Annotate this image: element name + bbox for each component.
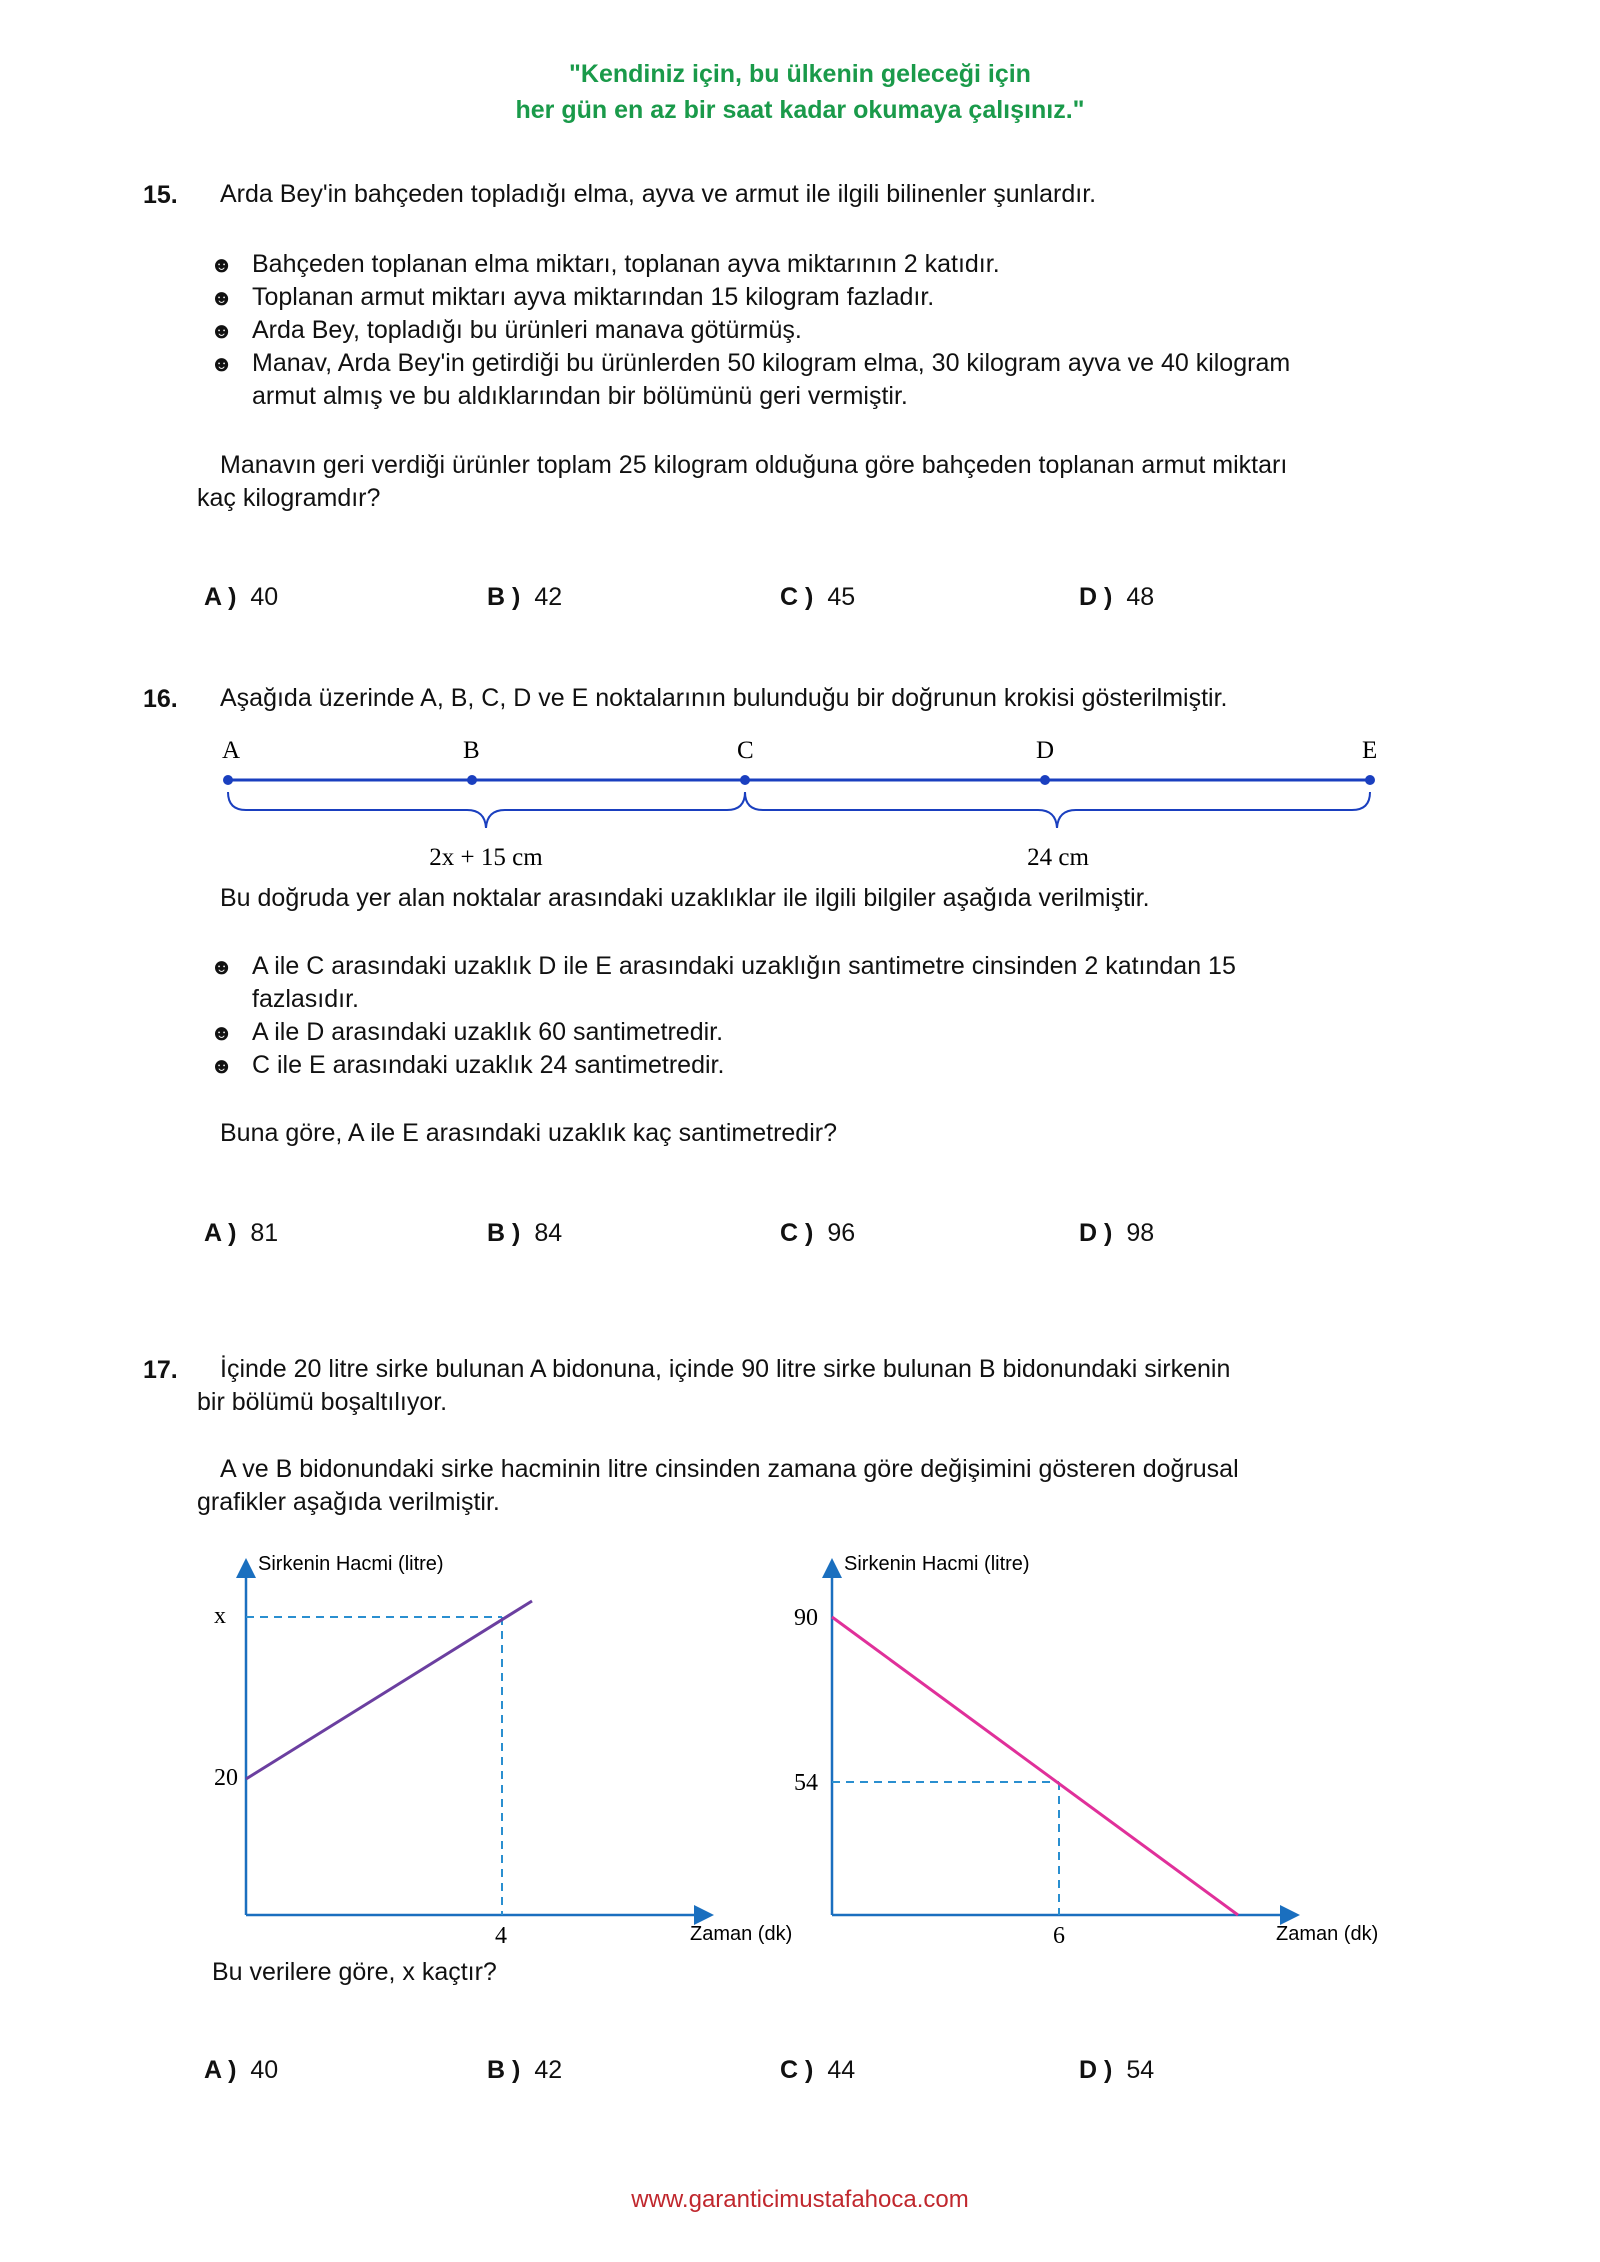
answer-options bbox=[204, 1219, 1404, 1255]
info-list bbox=[210, 248, 1290, 413]
option-b[interactable]: B ) 42 bbox=[487, 2056, 563, 2084]
series-line bbox=[832, 1617, 1238, 1915]
option-d[interactable]: D ) 48 bbox=[1079, 583, 1155, 611]
option-b[interactable]: B ) 42 bbox=[487, 583, 563, 611]
chart-bidon-a bbox=[180, 1545, 820, 1965]
option-c[interactable]: C ) 44 bbox=[780, 2056, 856, 2084]
line-segment-diagram bbox=[0, 730, 1600, 880]
y-tick-label-20: 20 bbox=[214, 1765, 238, 1791]
x-tick-label-4: 4 bbox=[495, 1923, 507, 1949]
question-intro-line-1: İçinde 20 litre sirke bulunan A bidonuna, içinde 90 litre sirke bulunan B bidonundaki sirkenin bbox=[220, 1355, 1231, 1383]
list-item: ☻ A ile D arasındaki uzaklık 60 santimetredir. bbox=[210, 1016, 1236, 1049]
question-text: Buna göre, A ile E arasındaki uzaklık kaç santimetredir? bbox=[220, 1119, 837, 1147]
brace-left-label: 2x + 15 cm bbox=[429, 844, 543, 871]
brace-c-e bbox=[745, 792, 1370, 828]
point-d-dot bbox=[1040, 775, 1050, 785]
smiley-bullet-icon: ☻ bbox=[210, 252, 234, 277]
question-intro-line-2: bir bölümü boşaltılıyor. bbox=[197, 1388, 448, 1416]
info-text: Bu doğruda yer alan noktalar arasındaki uzaklıklar ile ilgili bilgiler aşağıda verilmiştir. bbox=[220, 884, 1150, 912]
option-d[interactable]: D ) 98 bbox=[1079, 1219, 1155, 1247]
option-a[interactable]: A ) 40 bbox=[204, 583, 279, 611]
point-a-label: A bbox=[222, 737, 241, 764]
y-axis-label: Sirkenin Hacmi (litre) bbox=[258, 1553, 444, 1575]
question-number: 17. bbox=[143, 1356, 178, 1384]
motto bbox=[0, 56, 1600, 128]
list-item: ☻ Bahçeden toplanan elma miktarı, toplanan ayva miktarının 2 katıdır. bbox=[210, 248, 1290, 281]
motto-line-2: her gün en az bir saat kadar okumaya çalışınız." bbox=[515, 96, 1085, 124]
info-list bbox=[210, 950, 1236, 1082]
smiley-bullet-icon: ☻ bbox=[210, 351, 234, 376]
y-tick-label-54: 54 bbox=[794, 1770, 818, 1796]
brace-a-c bbox=[228, 792, 745, 828]
motto-line-1: "Kendiniz için, bu ülkenin geleceği için bbox=[569, 60, 1031, 88]
option-c[interactable]: C ) 96 bbox=[780, 1219, 856, 1247]
question-number: 15. bbox=[143, 181, 178, 209]
option-b[interactable]: B ) 84 bbox=[487, 1219, 563, 1247]
question-text: Bu verilere göre, x kaçtır? bbox=[212, 1958, 497, 1986]
question-intro: Arda Bey'in bahçeden topladığı elma, ayva ve armut ile ilgili bilinenler şunlardır. bbox=[220, 180, 1097, 208]
smiley-bullet-icon: ☻ bbox=[210, 1020, 234, 1045]
series-line bbox=[246, 1601, 532, 1779]
question-intro: Aşağıda üzerinde A, B, C, D ve E noktalarının bulunduğu bir doğrunun krokisi gösterilmiştir. bbox=[220, 684, 1228, 712]
list-item-continuation: armut almış ve bu aldıklarından bir bölümünü geri vermiştir. bbox=[252, 382, 908, 410]
option-d[interactable]: D ) 54 bbox=[1079, 2056, 1155, 2084]
smiley-bullet-icon: ☻ bbox=[210, 318, 234, 343]
question-text-line-2: kaç kilogramdır? bbox=[197, 484, 381, 512]
y-tick-label-x: x bbox=[214, 1603, 226, 1629]
smiley-bullet-icon: ☻ bbox=[210, 285, 234, 310]
point-a-dot bbox=[223, 775, 233, 785]
option-a[interactable]: A ) 81 bbox=[204, 1219, 279, 1247]
point-c-label: C bbox=[737, 737, 754, 764]
chart-bidon-b bbox=[766, 1545, 1406, 1965]
x-axis-label: Zaman (dk) bbox=[690, 1923, 793, 1945]
x-axis-label: Zaman (dk) bbox=[1276, 1923, 1379, 1945]
point-d-label: D bbox=[1036, 737, 1055, 764]
option-c[interactable]: C ) 45 bbox=[780, 583, 856, 611]
list-item: ☻ Arda Bey, topladığı bu ürünleri manava götürmüş. bbox=[210, 314, 1290, 347]
option-a[interactable]: A ) 40 bbox=[204, 2056, 279, 2084]
list-item: ☻ C ile E arasındaki uzaklık 24 santimetredir. bbox=[210, 1049, 1236, 1082]
y-tick-label-90: 90 bbox=[794, 1605, 818, 1631]
description-line-1: A ve B bidonundaki sirke hacminin litre cinsinden zamana göre değişimini gösteren doğrusal bbox=[220, 1455, 1239, 1483]
point-c-dot bbox=[740, 775, 750, 785]
point-e-label: E bbox=[1362, 737, 1378, 764]
list-item: ☻ Manav, Arda Bey'in getirdiği bu ürünlerden 50 kilogram elma, 30 kilogram ayva ve 40 kilogram bbox=[210, 347, 1290, 380]
point-b-label: B bbox=[463, 737, 480, 764]
question-number: 16. bbox=[143, 685, 178, 713]
list-item: ☻ Toplanan armut miktarı ayva miktarından 15 kilogram fazladır. bbox=[210, 281, 1290, 314]
description-line-2: grafikler aşağıda verilmiştir. bbox=[197, 1488, 500, 1516]
point-b-dot bbox=[467, 775, 477, 785]
smiley-bullet-icon: ☻ bbox=[210, 954, 234, 979]
answer-options bbox=[204, 2056, 1404, 2092]
brace-right-label: 24 cm bbox=[1027, 844, 1089, 871]
list-item-continuation: fazlasıdır. bbox=[252, 985, 359, 1013]
answer-options bbox=[204, 583, 1404, 619]
x-tick-label-6: 6 bbox=[1053, 1923, 1065, 1949]
list-item: ☻ A ile C arasındaki uzaklık D ile E arasındaki uzaklığın santimetre cinsinden 2 katından 15 bbox=[210, 950, 1236, 983]
footer-url[interactable]: www.garanticimustafahoca.com bbox=[631, 2186, 969, 2213]
smiley-bullet-icon: ☻ bbox=[210, 1053, 234, 1078]
point-e-dot bbox=[1365, 775, 1375, 785]
question-text-line-1: Manavın geri verdiği ürünler toplam 25 kilogram olduğuna göre bahçeden toplanan armut miktarı bbox=[220, 451, 1288, 479]
y-axis-label: Sirkenin Hacmi (litre) bbox=[844, 1553, 1030, 1575]
